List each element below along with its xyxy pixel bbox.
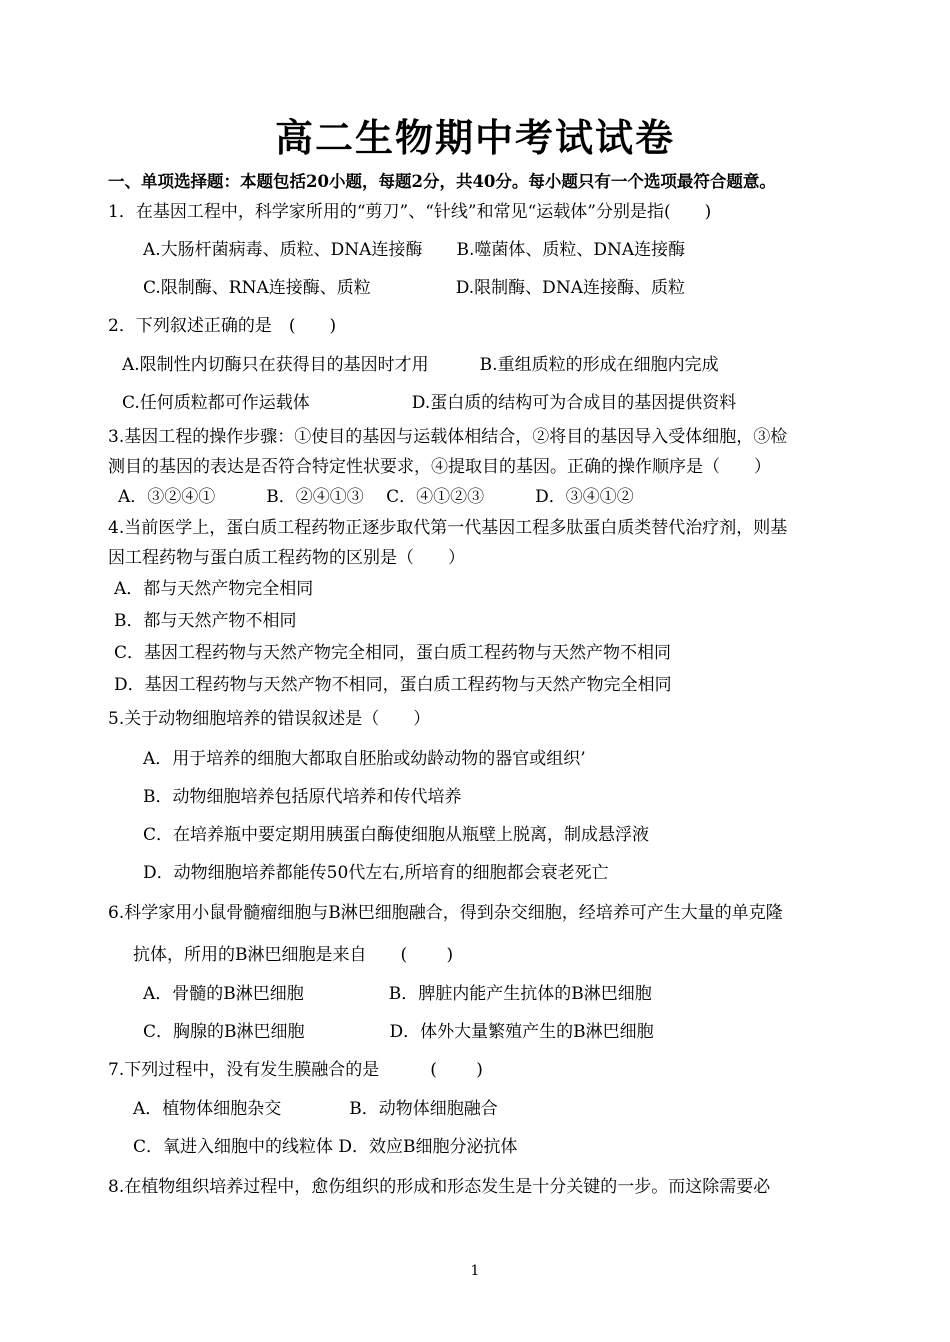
q1-options-cd: C.限制酶、RNA连接酶、质粒 D.限制酶、DNA连接酶、质粒 [143,278,685,298]
q4-option-a: A．都与天然产物完全相同 [114,579,314,599]
q4-option-b: B．都与天然产物不相同 [114,611,297,631]
q4-option-c: C．基因工程药物与天然产物完全相同，蛋白质工程药物与天然产物不相同 [114,643,672,663]
question-3-line2: 测目的基因的表达是否符合特定性状要求，④提取目的基因。正确的操作顺序是（ ） [108,457,771,477]
question-1: 1．在基因工程中，科学家所用的“剪刀”、“针线”和常见“运载体”分别是指( ) [108,202,712,222]
q3-options: A．③②④① B．②④①③ C．④①②③ D．③④①② [118,487,634,507]
question-7: 7.下列过程中，没有发生膜融合的是 ( ) [108,1060,483,1080]
question-4-line1: 4.当前医学上，蛋白质工程药物正逐步取代第一代基因工程多肽蛋白质类替代治疗剂，则基 [108,518,788,538]
question-4-line2: 因工程药物与蛋白质工程药物的区别是（ ） [108,548,465,568]
page-number: 1 [470,1263,480,1279]
page-title: 高二生物期中考试试卷 [274,115,675,160]
q2-options-cd: C.任何质粒都可作运载体 D.蛋白质的结构可为合成目的基因提供资料 [122,393,737,413]
section-heading: 一、单项选择题：本题包括20小题，每题2分，共40分。每小题只有一个选项最符合题意。 [108,172,776,191]
q6-options-cd: C．胸腺的B淋巴细胞 D．体外大量繁殖产生的B淋巴细胞 [143,1022,654,1042]
q4-option-d: D．基因工程药物与天然产物不相同，蛋白质工程药物与天然产物完全相同 [114,675,672,695]
question-5: 5.关于动物细胞培养的错误叙述是（ ） [108,709,431,729]
question-2: 2．下列叙述正确的是 ( ) [108,316,337,336]
q6-options-ab: A．骨髓的B淋巴细胞 B．脾脏内能产生抗体的B淋巴细胞 [143,984,652,1004]
q5-option-a: A．用于培养的细胞大都取自胚胎或幼龄动物的器官或组织’ [143,749,586,769]
q7-options-cd: C．氧进入细胞中的线粒体 D．效应B细胞分泌抗体 [133,1137,518,1157]
q2-options-ab: A.限制性内切酶只在获得目的基因时才用 B.重组质粒的形成在细胞内完成 [122,355,719,375]
question-6-line2: 抗体，所用的B淋巴细胞是来自 ( ) [133,945,454,965]
q7-options-ab: A．植物体细胞杂交 B．动物体细胞融合 [133,1099,498,1119]
question-8: 8.在植物组织培养过程中，愈伤组织的形成和形态发生是十分关键的一步。而这除需要必 [108,1177,771,1197]
q1-options-ab: A.大肠杆菌病毒、质粒、DNA连接酶 B.噬菌体、质粒、DNA连接酶 [143,240,686,260]
question-3-line1: 3.基因工程的操作步骤：①使目的基因与运载体相结合，②将目的基因导入受体细胞，③检 [108,427,788,447]
q5-option-c: C．在培养瓶中要定期用胰蛋白酶使细胞从瓶壁上脱离，制成悬浮液 [143,825,650,845]
question-6-line1: 6.科学家用小鼠骨髓瘤细胞与B淋巴细胞融合，得到杂交细胞，经培养可产生大量的单克隆 [108,903,783,923]
q5-option-d: D．动物细胞培养都能传50代左右,所培育的细胞都会衰老死亡 [143,863,609,883]
q5-option-b: B．动物细胞培养包括原代培养和传代培养 [143,787,462,807]
